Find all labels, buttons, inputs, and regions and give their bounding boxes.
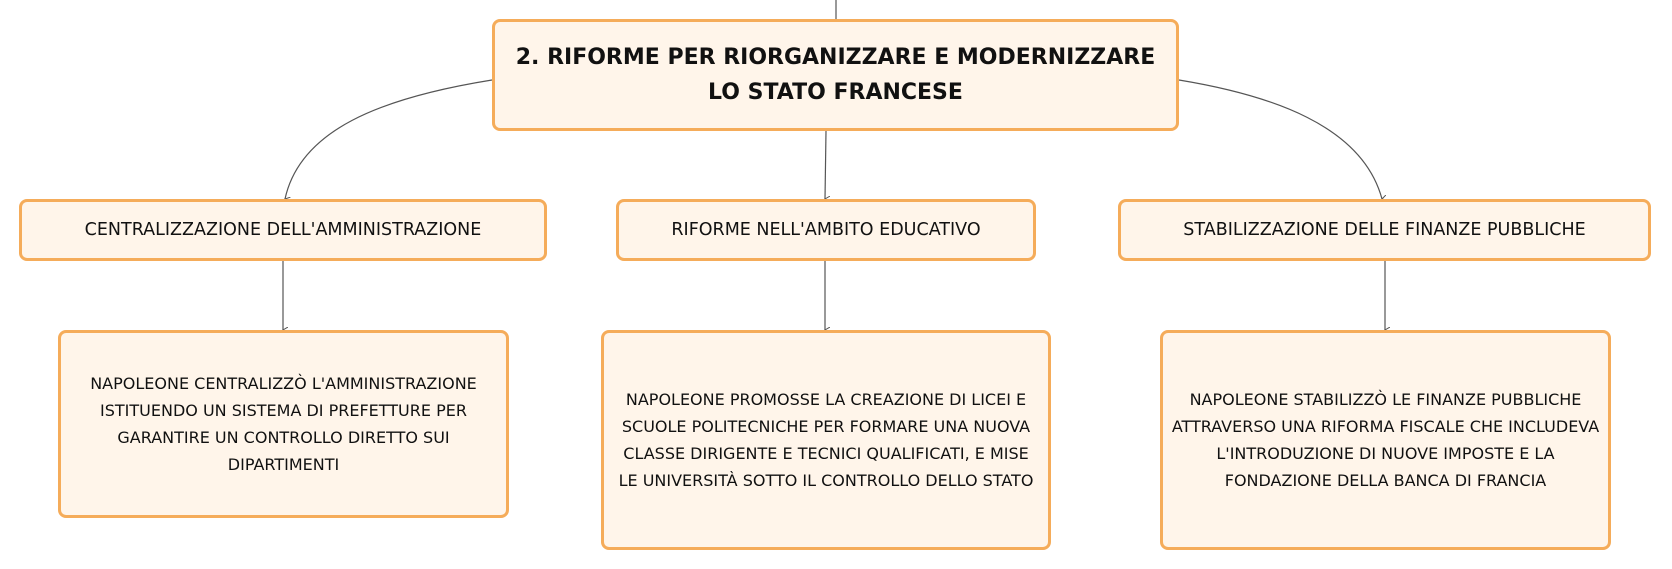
category-label: RIFORME NELL'AMBITO EDUCATIVO — [671, 220, 981, 240]
connector-main-to-cat-3 — [1179, 80, 1382, 199]
main-topic-node[interactable] — [492, 19, 1179, 131]
category-node-education[interactable] — [616, 199, 1036, 261]
main-topic-title: 2. RIFORME PER RIORGANIZZARE E MODERNIZZARE LO STATO FRANCESE — [515, 45, 1156, 105]
description-text: NAPOLEONE STABILIZZÒ LE FINANZE PUBBLICHE ATTRAVERSO UNA RIFORMA FISCALE CHE INCLUDEVA L'INTRODUZIONE DI NUOVE IMPOSTE E LA FONDAZIONE DELLA BANCA DI FRANCIA — [1171, 390, 1600, 490]
connector-main-to-cat-2 — [825, 131, 826, 199]
category-node-finance[interactable] — [1118, 199, 1651, 261]
category-node-administration[interactable] — [19, 199, 547, 261]
description-node-education[interactable] — [601, 330, 1051, 550]
description-node-administration[interactable] — [58, 330, 509, 518]
connector-main-to-cat-1 — [285, 80, 492, 199]
description-text: NAPOLEONE CENTRALIZZÒ L'AMMINISTRAZIONE ISTITUENDO UN SISTEMA DI PREFETTURE PER GARANTIRE UN CONTROLLO DIRETTO SUI DIPARTIMENTI — [90, 374, 477, 474]
description-node-finance[interactable] — [1160, 330, 1611, 550]
category-label: CENTRALIZZAZIONE DELL'AMMINISTRAZIONE — [84, 220, 482, 240]
category-label: STABILIZZAZIONE DELLE FINANZE PUBBLICHE — [1183, 220, 1586, 240]
description-text: NAPOLEONE PROMOSSE LA CREAZIONE DI LICEI E SCUOLE POLITECNICHE PER FORMARE UNA NUOVA CLASSE DIRIGENTE E TECNICI QUALIFICATI, E MISE LE UNIVERSITÀ SOTTO IL CONTROLLO DELLO STATO — [618, 390, 1034, 490]
